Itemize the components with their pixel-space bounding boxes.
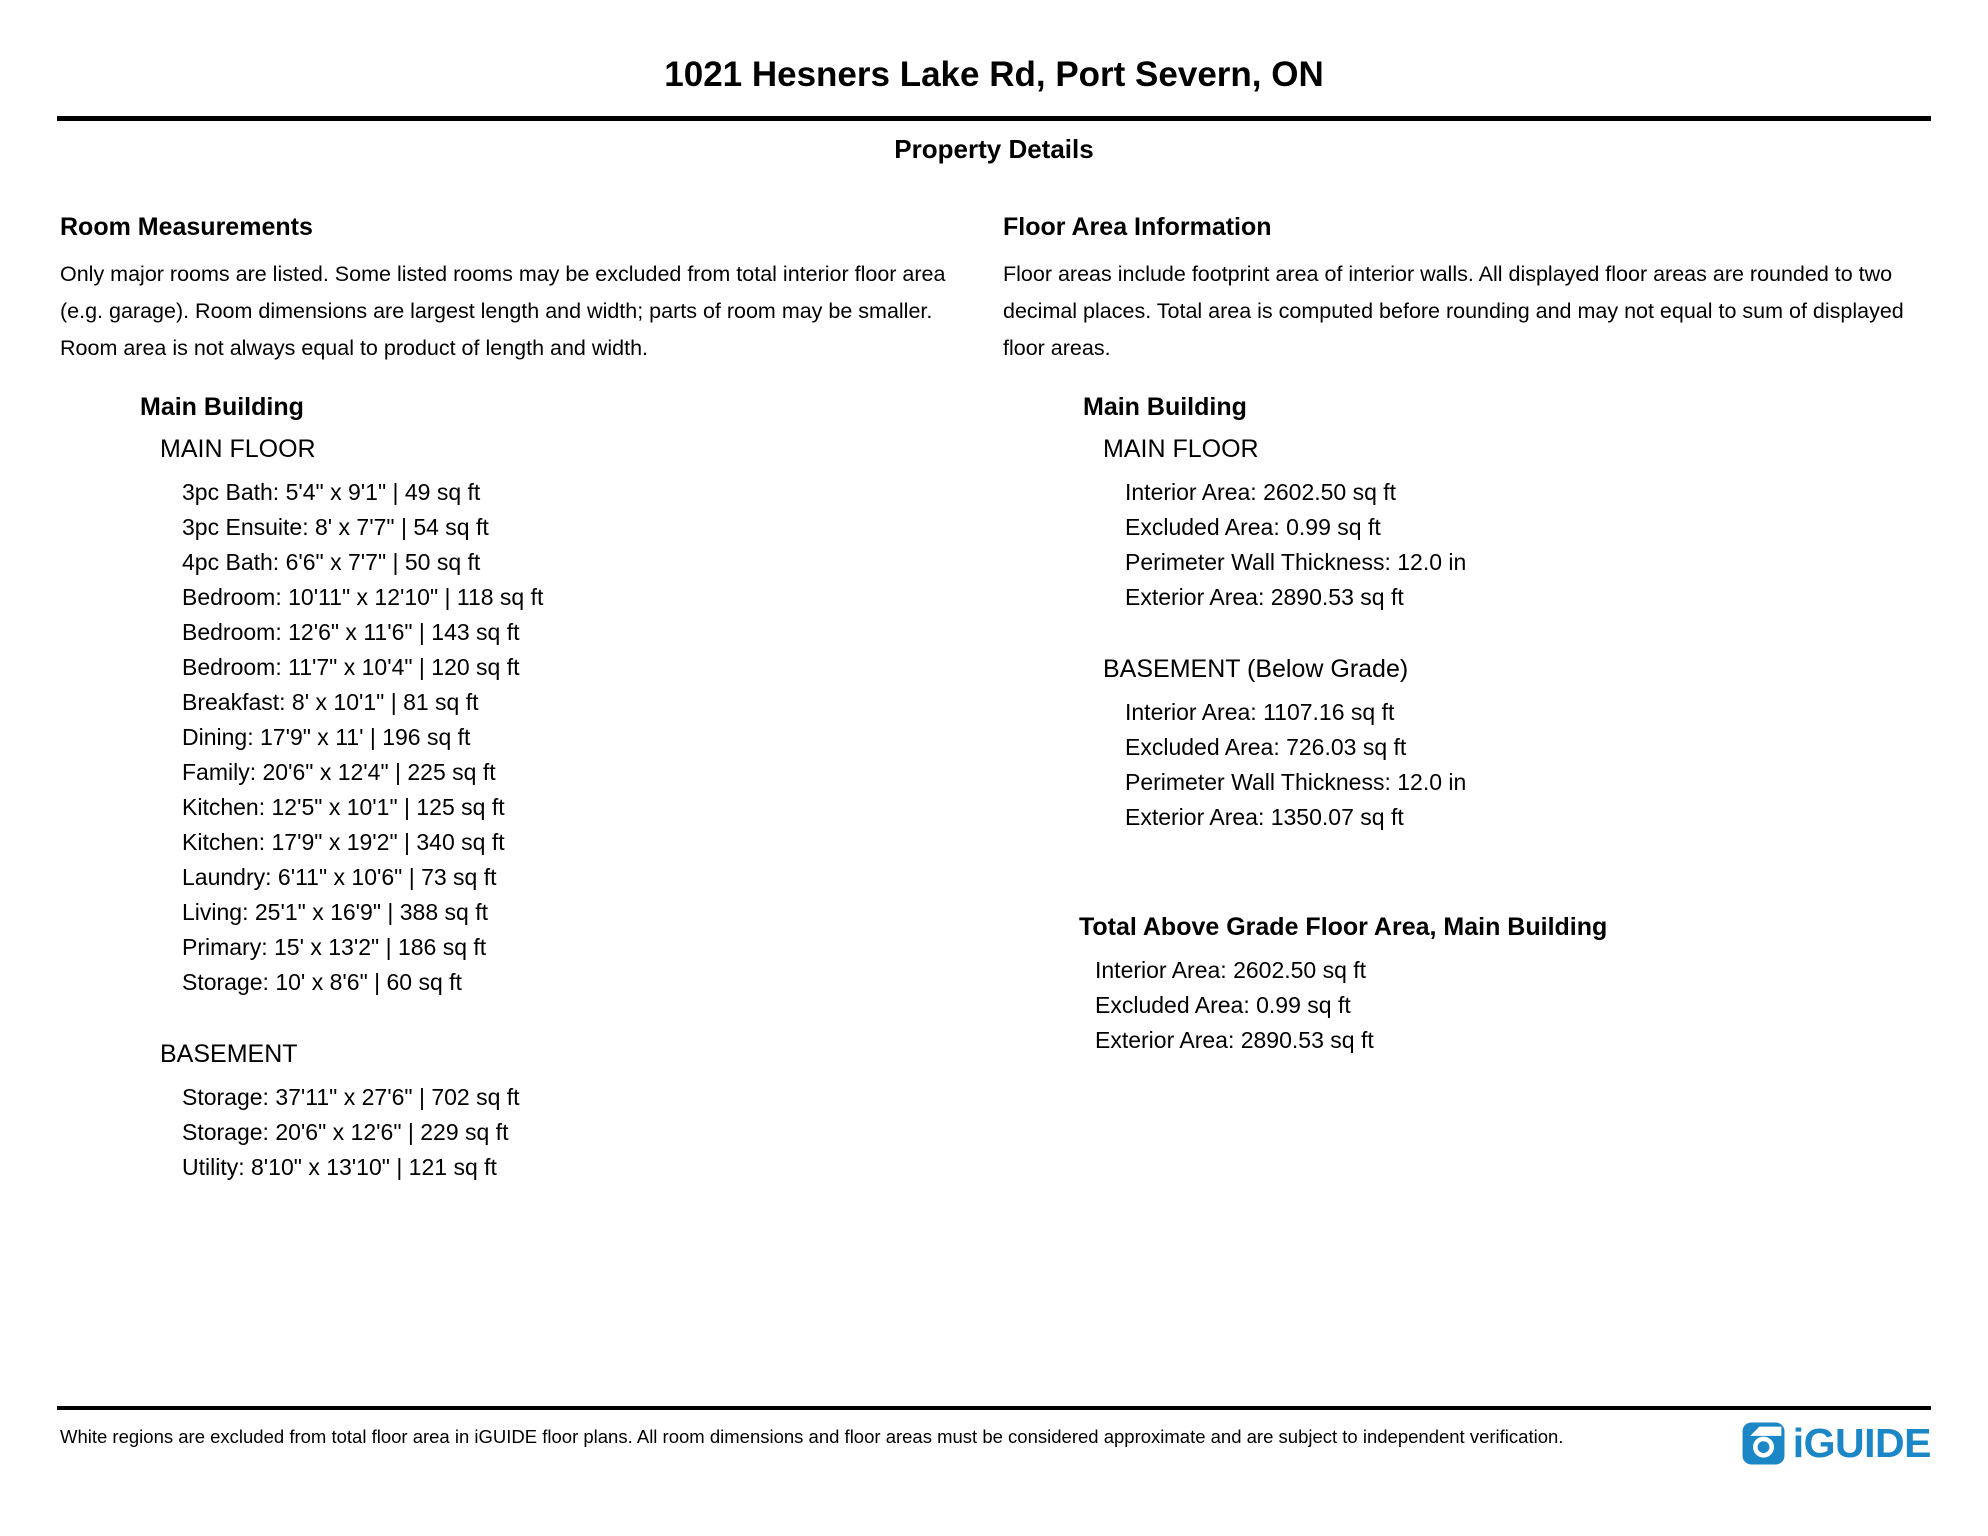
floor-name: BASEMENT (Below Grade) xyxy=(1103,655,1409,683)
total-above-grade-heading: Total Above Grade Floor Area, Main Building xyxy=(1079,913,1608,941)
page-footer xyxy=(57,1406,1931,1466)
room-measurements-description: Only major rooms are listed. Some listed rooms may be excluded from total interior floor area (e.g. garage). Room dimensions are largest length and width; parts of room may be smaller. Room area is not always equal to product of length and width. xyxy=(60,262,946,360)
floor-area-building xyxy=(1003,389,1928,835)
stat-row: Exterior Area: 2890.53 sq ft xyxy=(1125,584,1404,610)
floor-name: MAIN FLOOR xyxy=(160,435,316,463)
building-name: Main Building xyxy=(1083,393,1247,421)
floor-name: BASEMENT xyxy=(160,1040,298,1068)
room-row: Dining: 17'9" x 11' | 196 sq ft xyxy=(182,724,471,750)
page-title: 1021 Hesners Lake Rd, Port Severn, ON xyxy=(664,55,1324,94)
room-measurements-heading: Room Measurements xyxy=(60,213,313,241)
stat-row: Perimeter Wall Thickness: 12.0 in xyxy=(1125,769,1467,795)
stat-list xyxy=(1003,953,1928,1058)
room-list xyxy=(60,1080,985,1185)
room-row: Kitchen: 12'5" x 10'1" | 125 sq ft xyxy=(182,794,505,820)
room-row: Breakfast: 8' x 10'1" | 81 sq ft xyxy=(182,689,479,715)
room-row: Storage: 10' x 8'6" | 60 sq ft xyxy=(182,969,462,995)
page-header xyxy=(0,0,1988,164)
stat-row: Exterior Area: 2890.53 sq ft xyxy=(1095,1027,1374,1053)
room-row: 3pc Ensuite: 8' x 7'7" | 54 sq ft xyxy=(182,514,489,540)
stat-row: Perimeter Wall Thickness: 12.0 in xyxy=(1125,549,1467,575)
room-measurements-section xyxy=(60,212,985,1185)
header-divider xyxy=(57,116,1931,121)
footer-divider xyxy=(57,1406,1931,1410)
iguide-camera-icon xyxy=(1741,1421,1786,1466)
floor-area-basement xyxy=(1003,651,1928,835)
floor-area-main-floor xyxy=(1003,431,1928,615)
stat-row: Exterior Area: 1350.07 sq ft xyxy=(1125,804,1404,830)
content-columns xyxy=(0,212,1988,1185)
room-row: Storage: 37'11" x 27'6" | 702 sq ft xyxy=(182,1084,520,1110)
floor-area-description: Floor areas include footprint area of interior walls. All displayed floor areas are rounded to two decimal places. Total area is computed before rounding and may not equal to sum of displayed floor areas. xyxy=(1003,262,1904,360)
stat-row: Interior Area: 2602.50 sq ft xyxy=(1125,479,1397,505)
stat-row: Excluded Area: 0.99 sq ft xyxy=(1125,514,1381,540)
building-name: Main Building xyxy=(140,393,304,421)
room-row: 3pc Bath: 5'4" x 9'1" | 49 sq ft xyxy=(182,479,481,505)
room-row: Bedroom: 11'7" x 10'4" | 120 sq ft xyxy=(182,654,520,680)
page-subtitle: Property Details xyxy=(894,134,1094,164)
floor-name: MAIN FLOOR xyxy=(1103,435,1259,463)
stat-row: Excluded Area: 726.03 sq ft xyxy=(1125,734,1407,760)
stat-list xyxy=(1003,475,1928,615)
room-row: Utility: 8'10" x 13'10" | 121 sq ft xyxy=(182,1154,497,1180)
stat-row: Excluded Area: 0.99 sq ft xyxy=(1095,992,1351,1018)
floor-area-heading: Floor Area Information xyxy=(1003,213,1272,241)
room-row: Living: 25'1" x 16'9" | 388 sq ft xyxy=(182,899,488,925)
iguide-logo-text: iGUIDE xyxy=(1792,1420,1931,1466)
room-row: Kitchen: 17'9" x 19'2" | 340 sq ft xyxy=(182,829,505,855)
total-above-grade-block xyxy=(1003,909,1928,1058)
room-measurements-building xyxy=(60,389,985,1185)
stat-row: Interior Area: 1107.16 sq ft xyxy=(1125,699,1395,725)
room-row: Laundry: 6'11" x 10'6" | 73 sq ft xyxy=(182,864,497,890)
footer-disclaimer: White regions are excluded from total floor area in iGUIDE floor plans. All room dimensions and floor areas must be considered approximate and are subject to independent verification. xyxy=(60,1426,1564,1447)
room-list xyxy=(60,475,985,1000)
floor-area-section xyxy=(1003,212,1928,1058)
room-row: Bedroom: 12'6" x 11'6" | 143 sq ft xyxy=(182,619,520,645)
room-row: Bedroom: 10'11" x 12'10" | 118 sq ft xyxy=(182,584,544,610)
stat-row: Interior Area: 2602.50 sq ft xyxy=(1095,957,1367,983)
room-row: Storage: 20'6" x 12'6" | 229 sq ft xyxy=(182,1119,509,1145)
room-row: Family: 20'6" x 12'4" | 225 sq ft xyxy=(182,759,496,785)
iguide-logo xyxy=(1741,1420,1931,1466)
floor-main-floor xyxy=(60,431,985,1000)
room-row: Primary: 15' x 13'2" | 186 sq ft xyxy=(182,934,487,960)
stat-list xyxy=(1003,695,1928,835)
room-row: 4pc Bath: 6'6" x 7'7" | 50 sq ft xyxy=(182,549,481,575)
footer-content xyxy=(57,1420,1931,1466)
floor-basement xyxy=(60,1036,985,1185)
